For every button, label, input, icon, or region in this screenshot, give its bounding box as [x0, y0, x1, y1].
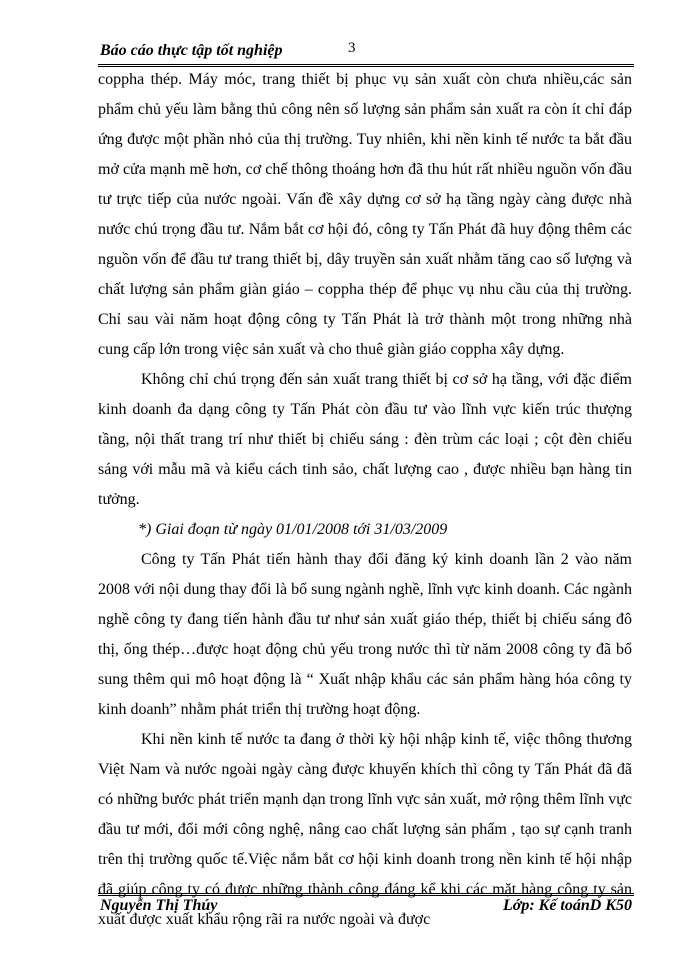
author-name: Nguyễn Thị Thúy: [100, 897, 218, 914]
paragraph-registration-change: Công ty Tấn Phát tiến hành thay đổi đăng ký kinh doanh lần 2 vào năm 2008 với nội dung thay đổi là bổ sung ngành nghề, lĩnh vực kinh doanh. Các ngành nghề công ty đang tiến hành đầu tư như sản xuất giáo thép, thiết bị chiếu sáng đô thị, ống thép…được hoạt động chủ yếu trong nước thì từ năm 2008 công ty đã bổ sung thêm qui mô hoạt động là “ Xuất nhập khẩu các sản phẩm hàng hóa công ty kinh doanh” nhằm phát triển thị trường hoạt động.: [98, 551, 632, 718]
page-header: [98, 40, 634, 64]
class-label: Lớp: Kế toánD K50: [502, 897, 632, 914]
paragraph-continuation: coppha thép. Máy móc, trang thiết bị phục vụ sản xuất còn chưa nhiều,các sản phẩm chủ yếu làm bằng thủ công nên số lượng sản phẩm sản xuất ra còn ít chỉ đáp ứng được một phần nhỏ của thị trường. Tuy nhiên, khi nền kinh tế nước ta bắt đầu mở cửa mạnh mẽ hơn, cơ chế thông thoáng hơn đã thu hút rất nhiều nguồn vốn đầu tư trực tiếp của nước ngoài. Vấn đề xây dựng cơ sở hạ tầng ngày càng được nhà nước chú trọng đầu tư. Nắm bắt cơ hội đó, công ty Tấn Phát đã huy động thêm các nguồn vốn để đầu tư trang thiết bị, dây truyền sản xuất nhằm tăng cao số lượng và chất lượng sản phẩm giàn giáo – coppha thép để phục vụ nhu cầu của thị trường. Chỉ sau vài năm hoạt động công ty Tấn Phát là trở thành một trong những nhà cung cấp lớn trong việc sản xuất và cho thuê giàn giáo coppha xây dựng.: [98, 71, 632, 358]
paragraph-business-scope: Không chỉ chú trọng đến sản xuất trang thiết bị cơ sở hạ tầng, với đặc điểm kinh doanh đa dạng công ty Tấn Phát còn đầu tư vào lĩnh vực kiến trúc thượng tầng, nội thất trang trí như thiết bị chiếu sáng : đèn trùm các loại ; cột đèn chiếu sáng với mẫu mã và kiểu cách tinh sảo, chất lượng cao , được nhiều bạn hàng tin tưởng.: [98, 371, 632, 508]
footer-divider: [98, 893, 634, 896]
page-number: 3: [348, 40, 356, 56]
period-heading: *) Giai đoạn từ ngày 01/01/2008 tới 31/03/2009: [138, 521, 448, 538]
page-footer: [98, 897, 634, 919]
paragraph-integration: Khi nền kinh tế nước ta đang ở thời kỳ hội nhập kinh tế, việc thông thương Việt Nam và nước ngoài ngày càng được khuyến khích thì công ty Tấn Phát đã đã có những bước phát triển mạnh dạn trong lĩnh vực sản xuất, mở rộng thêm lĩnh vực đầu tư mới, đổi mới công nghệ, nâng cao chất lượng sản phẩm , tạo sự cạnh tranh trên thị trường quốc tế.Việc nắm bắt cơ hội kinh doanh trong nền kinh tế hội nhập đã giúp công ty có được những thành công đáng kể khi các mặt hàng công ty sản xuất được xuất khẩu rộng rãi ra nước ngoài và được: [98, 731, 632, 928]
report-title: Báo cáo thực tập tốt nghiệp: [100, 42, 283, 59]
document-body: [98, 65, 632, 935]
